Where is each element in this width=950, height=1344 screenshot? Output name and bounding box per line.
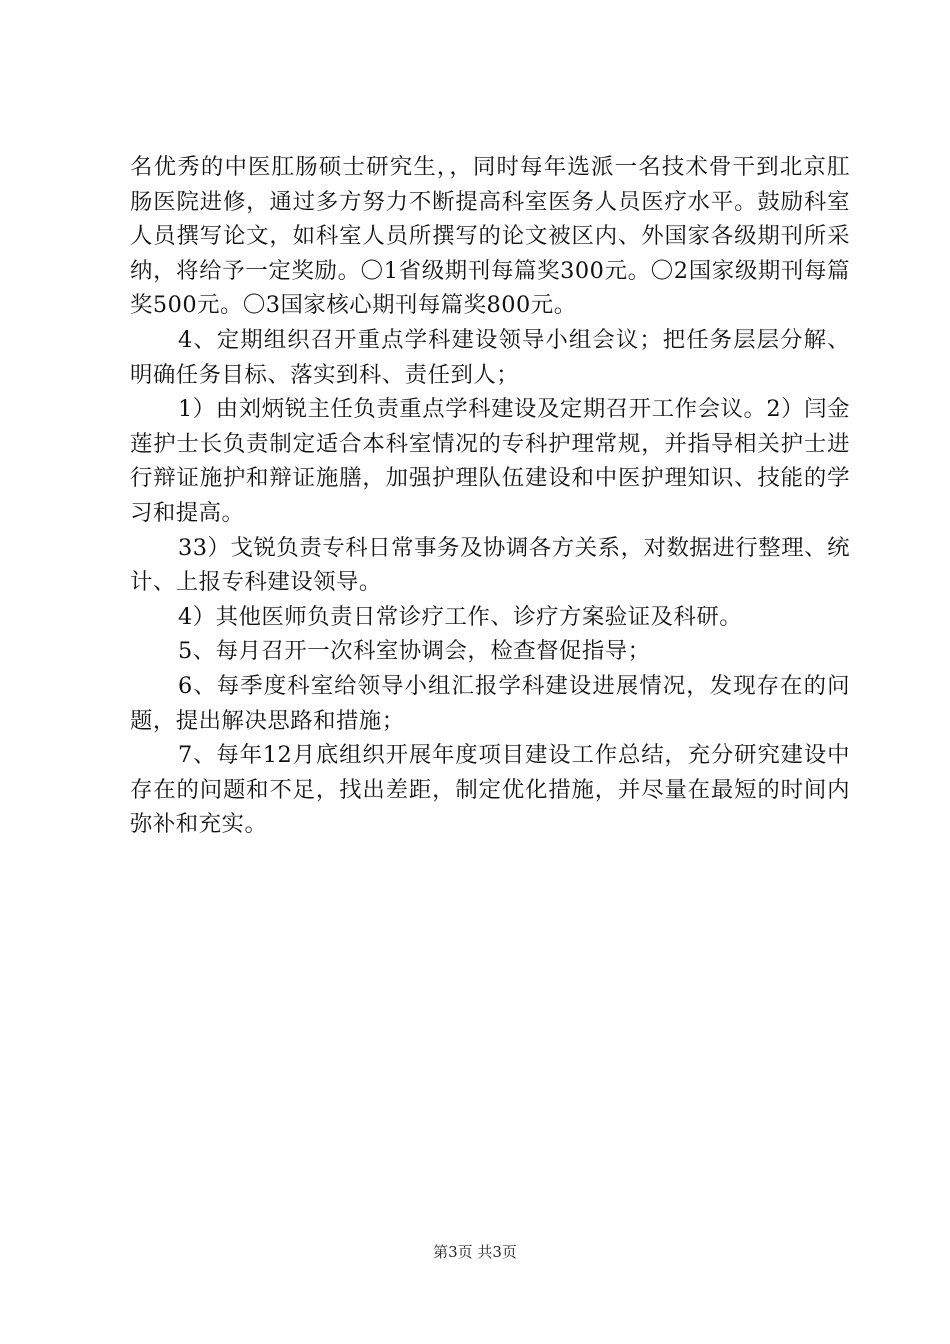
page-number-label: 第3页 共3页 [433, 1243, 517, 1261]
paragraph-rewards: 名优秀的中医肛肠硕士研究生，，同时每年选派一名技术骨干到北京肛肠医院进修，通过多方努力不断提高科室医务人员医疗水平。鼓励科室人员撰写论文，如科室人员所撰写的论文被区内、外国家各级期刊所采纳，将给予一定奖励。〇1省级期刊每篇奖300元。〇2国家级期刊每篇奖500元。〇3国家核心期刊每篇奖800元。 [130, 154, 850, 319]
page-footer [0, 1242, 950, 1262]
paragraph-sub-3: 33）戈锐负责专科日常事务及协调各方关系，对数据进行整理、统计、上报专科建设领导。 [130, 534, 850, 596]
paragraph-item-6: 6、每季度科室给领导小组汇报学科建设进展情况，发现存在的问题，提出解决思路和措施； [130, 672, 850, 734]
document-body [130, 150, 850, 842]
paragraph-sub-1-2: 1）由刘炳锐主任负责重点学科建设及定期召开工作会议。2）闫金莲护士长负责制定适合本科室情况的专科护理常规，并指导相关护士进行辩证施护和辩证施膳，加强护理队伍建设和中医护理知识、技能的学习和提高。 [130, 396, 850, 526]
paragraph-item-5: 5、每月召开一次科室协调会，检查督促指导； [178, 638, 651, 665]
paragraph-item-4: 4、定期组织召开重点学科建设领导小组会议；把任务层层分解、明确任务目标、落实到科、责任到人； [130, 326, 850, 388]
paragraph-sub-4: 4）其他医师负责日常诊疗工作、诊疗方案验证及科研。 [178, 603, 743, 630]
paragraph-item-7: 7、每年12月底组织开展年度项目建设工作总结，充分研究建设中存在的问题和不足，找出差距，制定优化措施，并尽量在最短的时间内弥补和充实。 [130, 742, 850, 838]
